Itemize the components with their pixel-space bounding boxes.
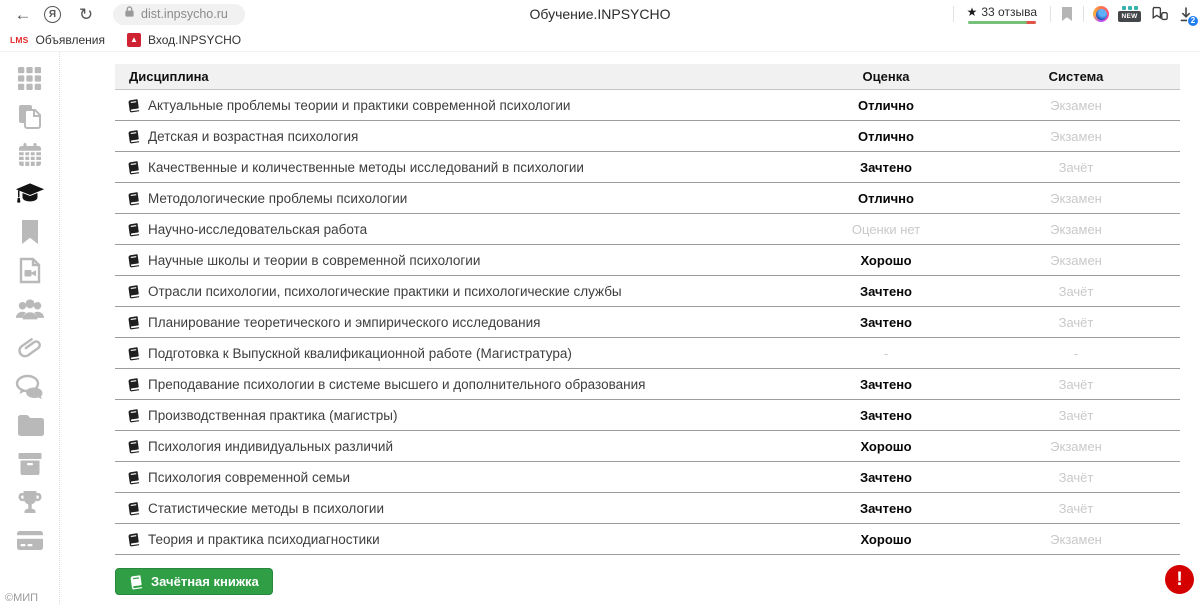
table-row[interactable] — [115, 214, 1180, 245]
book-icon — [128, 574, 144, 590]
system-value: Экзамен — [1050, 438, 1102, 454]
reviews-count: 33 отзыва — [981, 4, 1037, 19]
table-row[interactable] — [115, 152, 1180, 183]
book-icon — [126, 284, 141, 299]
downloads-badge: 2 — [1187, 15, 1199, 27]
system-value: Зачёт — [1058, 314, 1094, 330]
book-icon — [126, 532, 141, 547]
system-value: Зачёт — [1058, 376, 1094, 392]
table-row[interactable] — [115, 462, 1180, 493]
discipline-name: Отрасли психологии, психологические практики и психологические службы — [148, 283, 622, 299]
system-value: Зачёт — [1058, 159, 1094, 175]
book-icon — [126, 129, 141, 144]
grade-value: Зачтено — [860, 314, 912, 330]
payment-card-icon[interactable] — [15, 527, 45, 553]
star-icon: ★ — [966, 4, 978, 19]
calendar-icon[interactable] — [15, 142, 45, 168]
discipline-name: Научно-исследовательская работа — [148, 221, 368, 237]
grade-value: Зачтено — [860, 283, 912, 299]
discipline-name: Производственная практика (магистры) — [148, 407, 398, 423]
book-icon — [126, 191, 141, 206]
lock-icon — [124, 5, 135, 23]
users-icon[interactable] — [15, 296, 45, 322]
table-row[interactable] — [115, 338, 1180, 369]
book-icon — [126, 377, 141, 392]
grade-value: Хорошо — [860, 531, 912, 547]
yandex-browser-icon[interactable]: Я — [44, 6, 61, 23]
discipline-name: Теория и практика психодиагностики — [148, 531, 380, 547]
discipline-name: Подготовка к Выпускной квалификационной работе (Магистратура) — [148, 345, 572, 361]
system-value: Экзамен — [1050, 221, 1102, 237]
system-value: Зачёт — [1058, 500, 1094, 516]
book-icon — [126, 501, 141, 516]
downloads-icon[interactable] — [1178, 6, 1194, 23]
archive-icon[interactable] — [15, 450, 45, 476]
grade-value: Хорошо — [860, 438, 912, 454]
table-row[interactable] — [115, 400, 1180, 431]
reviews-rating-bar — [968, 21, 1036, 24]
inpsycho-favicon: ▲ — [127, 33, 141, 47]
discipline-name: Психология современной семьи — [148, 469, 351, 485]
copyright-label: ©МИП — [5, 592, 39, 604]
grade-value: Отлично — [858, 190, 914, 206]
bookmark-this-page-icon[interactable] — [1060, 6, 1074, 22]
attachment-icon[interactable] — [15, 335, 45, 361]
gradebook-button[interactable] — [115, 568, 273, 595]
table-row[interactable] — [115, 90, 1180, 121]
table-row[interactable] — [115, 493, 1180, 524]
book-icon — [126, 408, 141, 423]
back-button[interactable]: ← — [10, 3, 36, 25]
grade-value: Отлично — [858, 97, 914, 113]
grade-value: Зачтено — [860, 500, 912, 516]
table-row[interactable] — [115, 431, 1180, 462]
system-value: Экзамен — [1050, 128, 1102, 144]
book-icon — [126, 470, 141, 485]
toolbar-separator — [953, 6, 954, 22]
discipline-name: Психология индивидуальных различий — [148, 438, 393, 454]
discipline-name: Качественные и количественные методы исследований в психологии — [148, 159, 584, 175]
grades-table-body — [115, 90, 1180, 555]
bookmark-icon[interactable] — [15, 219, 45, 245]
table-row[interactable] — [115, 245, 1180, 276]
collections-panel-icon[interactable] — [1150, 5, 1169, 23]
toolbar-separator — [1083, 6, 1084, 22]
folder-icon[interactable] — [15, 412, 45, 438]
grades-table — [115, 64, 1180, 555]
bookmark-inpsycho-login[interactable]: ▲ Вход.INPSYCHO — [127, 33, 241, 47]
discipline-name: Актуальные проблемы теории и практики современной психологии — [148, 97, 571, 113]
table-row[interactable] — [115, 276, 1180, 307]
system-value: Экзамен — [1050, 190, 1102, 206]
system-value: Зачёт — [1058, 469, 1094, 485]
lms-favicon: LMS — [10, 34, 29, 45]
system-value: - — [1073, 345, 1079, 361]
grade-value: - — [883, 345, 889, 361]
discipline-name: Планирование теоретического и эмпирического исследования — [148, 314, 541, 330]
discipline-name: Детская и возрастная психология — [148, 128, 359, 144]
system-value: Экзамен — [1050, 531, 1102, 547]
trophy-icon[interactable] — [15, 489, 45, 515]
discipline-name: Преподавание психологии в системе высшего и дополнительного образования — [148, 376, 646, 392]
discipline-name: Методологические проблемы психологии — [148, 190, 408, 206]
book-icon — [126, 315, 141, 330]
grade-value: Оценки нет — [851, 221, 921, 237]
grade-value: Зачтено — [860, 469, 912, 485]
browser-toolbar — [0, 0, 1200, 28]
grade-value: Хорошо — [860, 252, 912, 268]
app-sidebar — [0, 52, 60, 605]
book-icon — [126, 439, 141, 454]
page-title: Обучение.INPSYCHO — [529, 6, 671, 22]
system-value: Зачёт — [1058, 407, 1094, 423]
graduation-cap-icon[interactable] — [15, 181, 45, 207]
system-value: Экзамен — [1050, 252, 1102, 268]
grade-value: Зачтено — [860, 407, 912, 423]
book-icon — [126, 346, 141, 361]
table-row[interactable] — [115, 307, 1180, 338]
bookmark-announcements[interactable]: LMS Объявления — [10, 32, 105, 47]
alert-error-icon[interactable]: ! — [1165, 565, 1194, 594]
grade-value: Зачтено — [860, 376, 912, 392]
toolbar-separator — [1050, 6, 1051, 22]
table-row[interactable] — [115, 369, 1180, 400]
table-row[interactable] — [115, 183, 1180, 214]
address-bar[interactable] — [113, 4, 245, 25]
header-system: Система — [1048, 69, 1104, 84]
apps-grid-icon[interactable] — [15, 65, 45, 91]
book-icon — [126, 160, 141, 175]
media-file-icon[interactable] — [15, 258, 45, 284]
header-grade: Оценка — [862, 69, 910, 84]
header-discipline: Дисциплина — [129, 69, 209, 84]
extension-new-icon[interactable]: NEW — [1118, 6, 1141, 22]
book-icon — [126, 98, 141, 113]
reviews-button[interactable] — [963, 5, 1041, 24]
grade-value: Зачтено — [860, 159, 912, 175]
documents-icon[interactable] — [15, 104, 45, 130]
discipline-name: Статистические методы в психологии — [148, 500, 384, 516]
bookmarks-bar — [0, 28, 1200, 52]
messages-icon[interactable] — [15, 373, 45, 399]
table-row[interactable] — [115, 524, 1180, 555]
extension-browser-icon[interactable] — [1093, 6, 1109, 22]
grade-value: Отлично — [858, 128, 914, 144]
gradebook-button-label: Зачётная книжка — [151, 574, 259, 589]
reload-button[interactable]: ↻ — [73, 3, 99, 25]
table-header-row — [115, 64, 1180, 90]
system-value: Экзамен — [1050, 97, 1102, 113]
system-value: Зачёт — [1058, 283, 1094, 299]
book-icon — [126, 222, 141, 237]
book-icon — [126, 253, 141, 268]
url-text: dist.inpsycho.ru — [141, 7, 228, 21]
table-row[interactable] — [115, 121, 1180, 152]
discipline-name: Научные школы и теории в современной психологии — [148, 252, 481, 268]
